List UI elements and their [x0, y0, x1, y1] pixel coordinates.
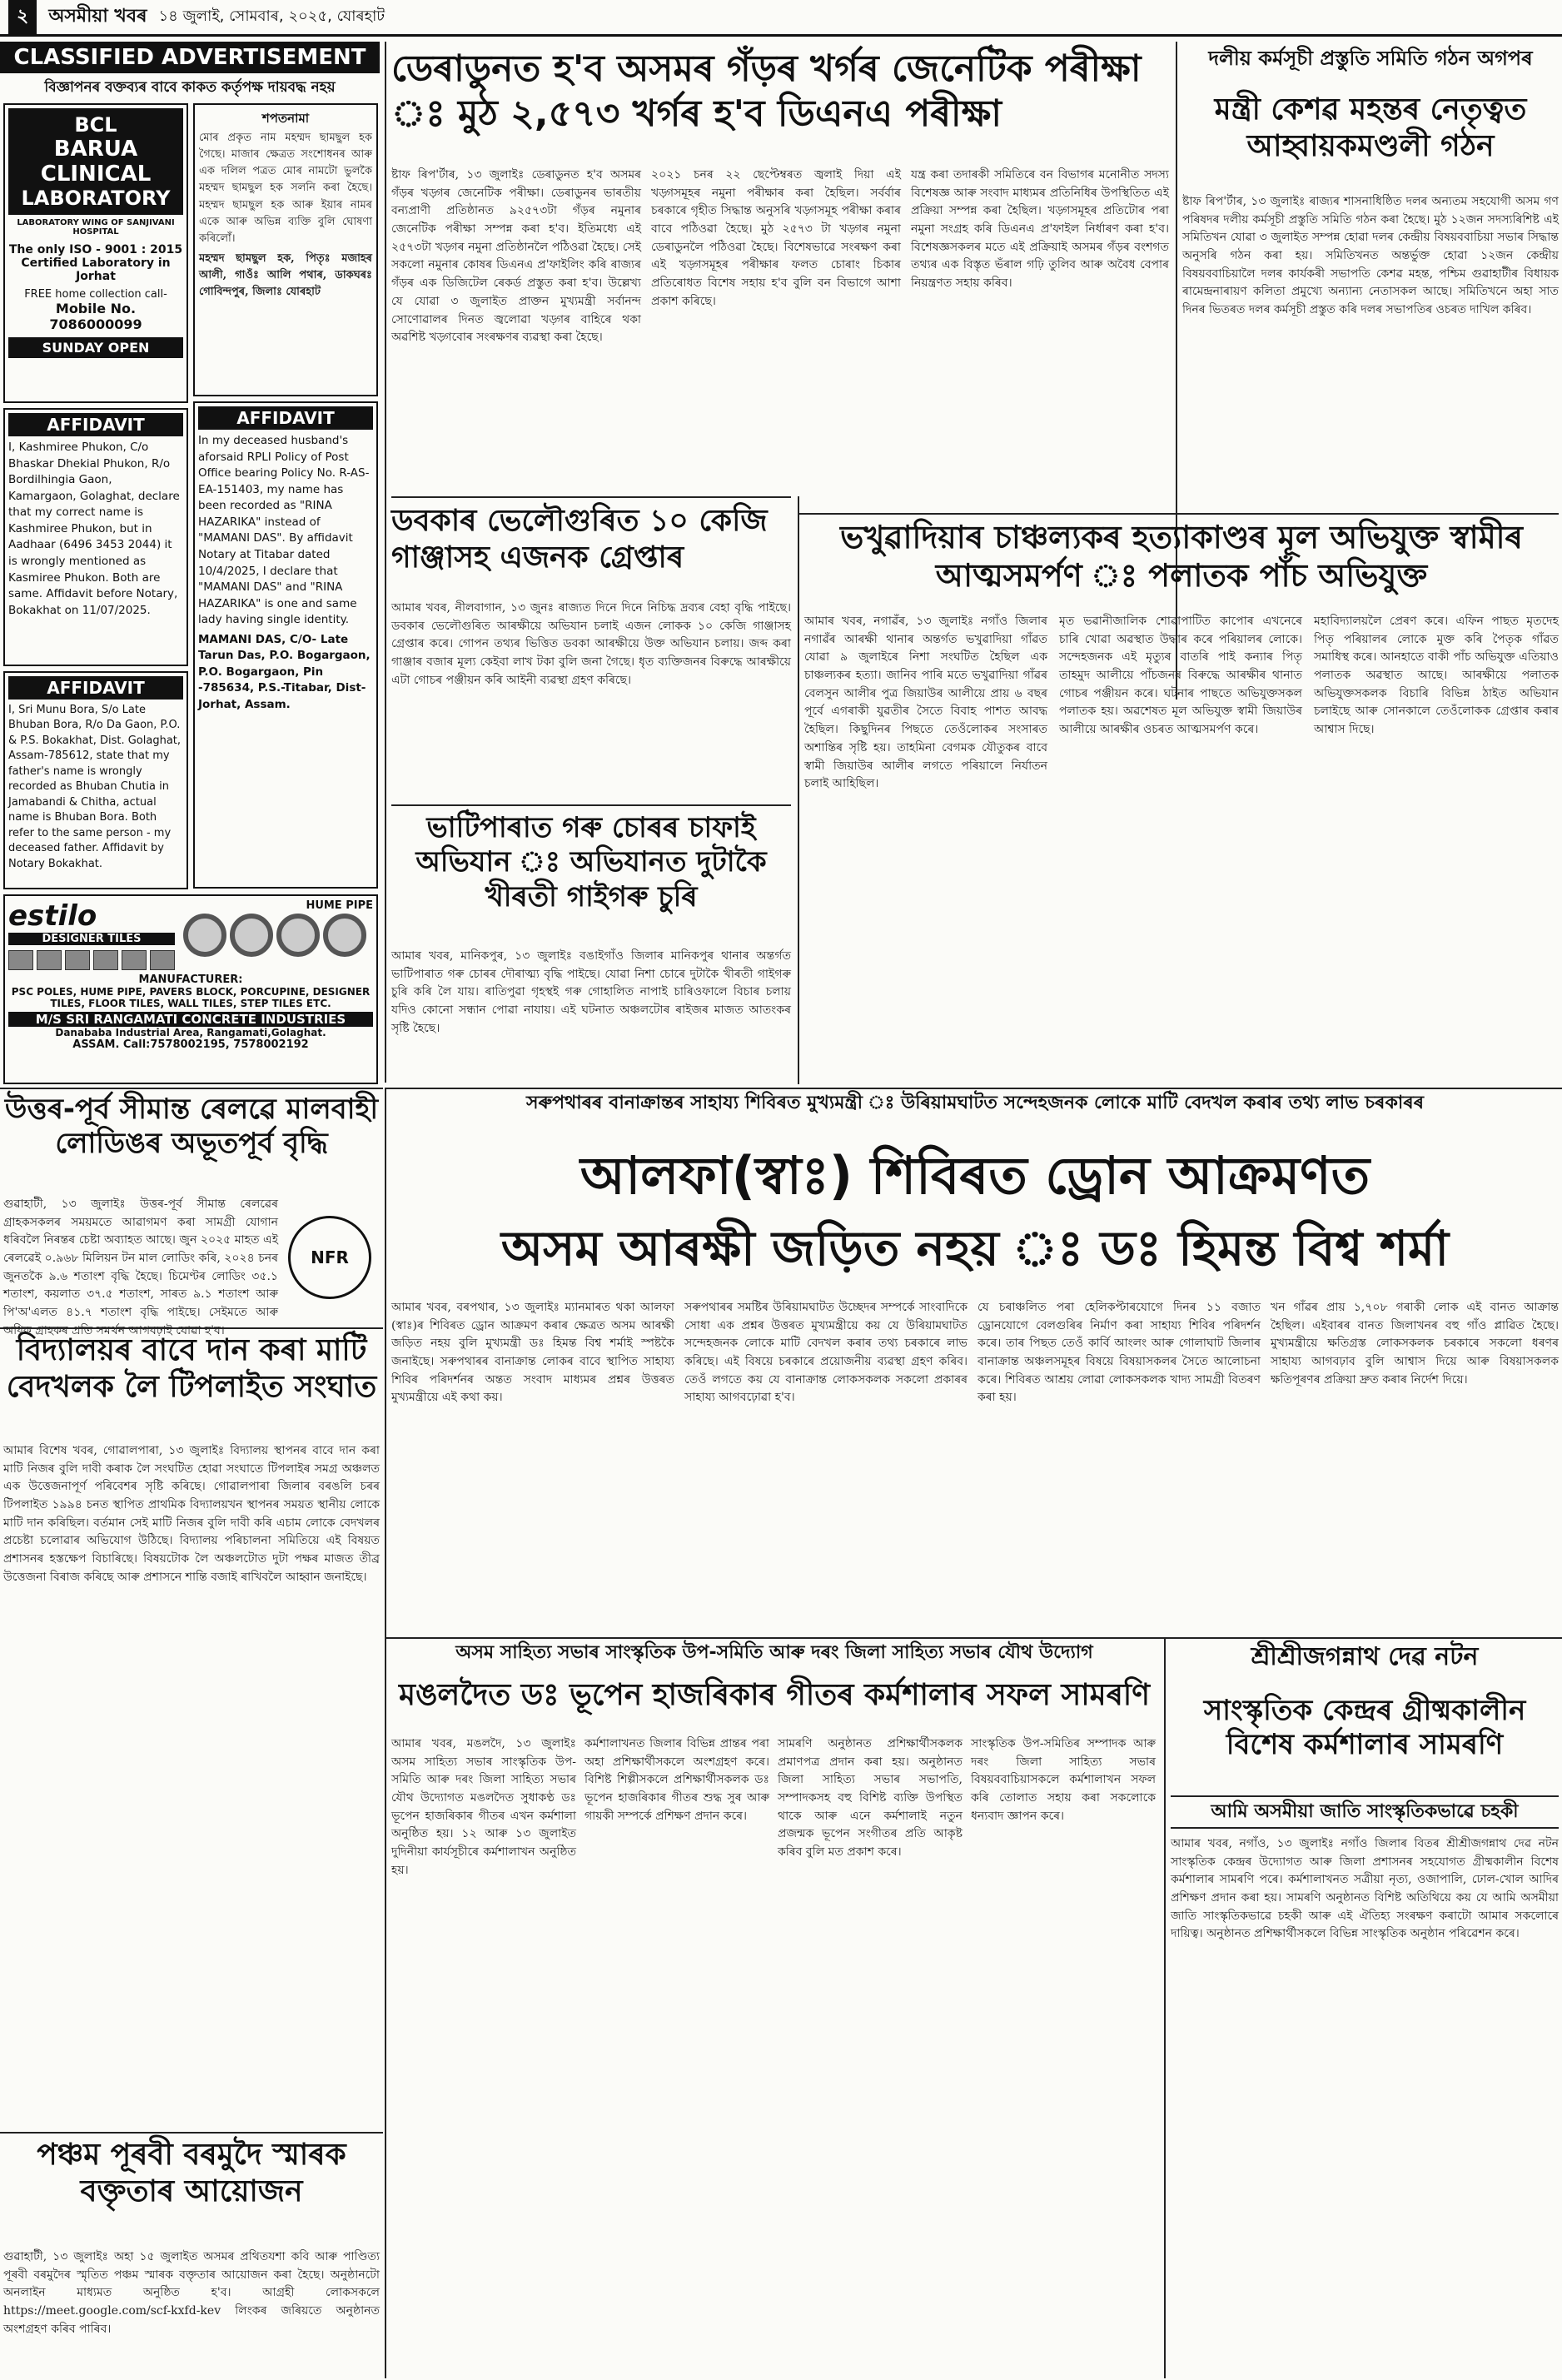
lab-line2: CLINICAL: [40, 162, 152, 187]
jagannath-body: আমাৰ খবৰ, নগাঁও, ১৩ জুলাইঃ নগাঁও জিলাৰ বিতৰ শ্ৰীশ্ৰীজগন্নাথ দেৱ নটন সাংস্কৃতিক কেন্দ্ৰৰ উদ্যোগত আৰু জিলা প্ৰশাসনৰ সহযোগত গ্ৰীষ্মকালীন বিশেষ কৰ্মশালাৰ সামৰণি পৰে। কৰ্মশালাখনত সত্ৰীয়া নৃত্য, ওজাপালি, ঢোল-খোল আদিৰ প্ৰশিক্ষণ প্ৰদান কৰা হয়। সামৰণি অনুষ্ঠানত বিশিষ্ট অতিথিয়ে কয় যে আমি অসমীয়া জাতি সাংস্কৃতিকভাৱে চহকী আৰু এই ঐতিহ্য সংৰক্ষণ কৰাটো আমাৰ সকলোৰে দায়িত্ব। অনুষ্ঠানত প্ৰশিক্ষাৰ্থীসকলে বিভিন্ন সাংস্কৃতিক অনুষ্ঠান পৰিৱেশন কৰে।: [1171, 1837, 1559, 1941]
genetic-body-3: যন্ত্ৰ কৰা তদাৰকী সমিতিৰে বন বিভাগৰ মনোনীত সদস্য বিশেষজ্ঞ আৰু সংবাদ মাধ্যমৰ প্ৰতিনিধিৰ উপস্থিতিত এই প্ৰক্ৰিয়া সম্পন্ন কৰা হৈছিল। খড়্গসমূহৰ প্ৰতিটোৰ পৰা নমুনা সংগ্ৰহ কৰি ডিএনএ প্ৰ'ফাইল নিৰ্ধাৰণ কৰা হ'ব। বিশেষজ্ঞসকলৰ মতে এই প্ৰক্ৰিয়াই অসমৰ গঁড়ৰ বংশগত তথ্যৰ এক বিস্তৃত ভঁৰাল গঢ়ি তুলিব আৰু অবৈধ বেপাৰ নিয়ন্ত্ৰণত সহায় কৰিব।: [911, 168, 1169, 291]
oath-text: মোৰ প্ৰকৃত নাম মহম্মদ ছামছুল হক গৈছে। মাজাৰ ক্ষেত্ৰত সংশোধনৰ আৰু এক দলিল পত্ৰত মোৰ নামটো ভুলকৈ মহম্মদ ছামছুল হক সলনি কৰা হৈছে। মহম্মদ ছামছুল হক আৰু ইয়াৰ নামৰ একে আৰু অভিন্ন ব্যক্তি বুলি ঘোষণা কৰিলোঁ।: [199, 132, 372, 245]
rule: [0, 1327, 383, 1329]
estilo-ad: [3, 894, 378, 1084]
genetic-body-2: ২০২১ চনৰ ২২ ছেপ্টেম্বৰত জ্বলাই দিয়া এই খড়্গসমূহৰ নমুনা পৰীক্ষাৰ কৰা হৈছিল। সৰ্বৰ্বাৰ চৰকাৰে গৃহীত সিদ্ধান্ত অনুসৰি খড়্গসমূহ পৰীক্ষা কৰাৰ বাবে পঠিওৱা হৈছে। মুঠ ২৫৭৩ টা খড়্গৰ নমুনা ডেৰাডুনলৈ পঠিওৱা হৈছে। বিশেষভাৱে সংৰক্ষণ কৰা এই খড়্গসমূহৰ পৰীক্ষাৰ ফলত চোৰাং চিকাৰ প্ৰতিৰোধত বিশেষ সহায় হ'ব বুলি বন বিভাগে আশা প্ৰকাশ কৰিছে।: [651, 168, 901, 308]
murder-headline: ভখুৱাদিয়াৰ চাঞ্চল্যকৰ হত্যাকাণ্ডৰ মূল অভিযুক্ত স্বামীৰ আত্মসমৰ্পণ ঃ পলাতক পাঁচ অভিযুক্ত: [840, 519, 1523, 595]
jagannath-kicker-box: [1171, 1642, 1559, 1692]
rule: [0, 1088, 383, 1089]
pipe-icon: [183, 914, 226, 957]
tile: [150, 950, 175, 970]
estilo-address: Danababa Industrial Area, Rangamati,Golaghat.: [55, 1027, 326, 1038]
lab-cert: Certified Laboratory in Jorhat: [21, 256, 171, 283]
estilo-products: PSC POLES, HUME PIPE, PAVERS BLOCK, PORCUPINE, DESIGNER TILES, FLOOR TILES, WALL TILES, STEP TILES ETC.: [11, 986, 371, 1009]
bhupen-headline: মঙলদৈত ডঃ ভূপেন হাজৰিকাৰ গীতৰ কৰ্মশালাৰ সফল সামৰণি: [398, 1678, 1150, 1712]
affidavit-1-title: AFFIDAVIT: [8, 413, 183, 436]
ganja-body: আমাৰ খবৰ, নীলবাগান, ১৩ জুনঃ ৰাজ্যত দিনে দিনে নিচিদ্ধ দ্ৰব্যৰ বেহা বৃদ্ধি পাইছে। ডবকাৰ ভেলৌগুৰিত আৰক্ষীয়ে অভিযান চলাই এজন লোকক ১০ কেজি গাঞ্জাসহ গ্ৰেপ্তাৰ কৰে। গোপন তথ্যৰ ভিত্তিত ডবকা আৰক্ষীয়ে উক্ত অভিযান চলায়। জব্দ কৰা গাঞ্জাৰ বজাৰ মূল্য কেইবা লাখ টকা বুলি জনা গৈছে। ধৃত ব্যক্তিজনৰ বিৰুদ্ধে আৰক্ষীয়ে এটা গোচৰ পঞ্জীয়ন কৰি আইনী ব্যৱস্থা গ্ৰহণ কৰিছে।: [391, 601, 791, 687]
school-headline-box: [3, 1332, 380, 1441]
ulfa-kicker-box: [391, 1093, 1559, 1143]
murder-body-3: মহাবিদ্যালয়লৈ প্ৰেৰণ কৰে। এফিন পাছত মৃতদেহ পিতৃ পৰিয়ালৰ লোকে মুক্ত কৰি পৈতৃক গাঁৱত সমাধিস্থ কৰে। আনহাতে বাকী পাঁচ অভিযুক্ত এতিয়াও পলাতক অৱস্থাত আছে। আৰক্ষীয়ে পলাতক অভিযুক্তসকলক বিচাৰি বিভিন্ন ঠাইত অভিযান চলাইছে আৰু সোনকালে তেওঁলোকক গ্ৰেপ্তাৰ কৰাৰ আশ্বাস দিছে।: [1314, 615, 1559, 737]
bhupen-headline-box: [391, 1677, 1157, 1730]
dateline: ১৪ জুলাই, সোমবাৰ, ২০২৫, যোৰহাট: [158, 7, 386, 25]
ganja-headline-box: [391, 503, 791, 595]
tile: [8, 950, 33, 970]
jagannath-headline-box: [1171, 1694, 1559, 1794]
railway-headline-box: [3, 1093, 380, 1192]
estilo-brand: estilo: [8, 899, 97, 933]
hume-pipe-label: HUME PIPE: [306, 899, 373, 912]
jagannath-tagline: আমি অসমীয়া জাতি সাংস্কৃতিকভাৱে চহকী: [1211, 1801, 1519, 1822]
lab-sunday: SUNDAY OPEN: [8, 337, 183, 358]
lecture-body: গুৱাহাটী, ১৩ জুলাইঃ অহা ১৫ জুলাইত অসমৰ প্ৰথিতযশা কবি আৰু পাণ্ডিত্য পূৰবী বৰমুদৈৰ স্মৃতিত পঞ্চম স্মাৰক বক্তৃতাৰ আয়োজন কৰা হৈছে। অনুষ্ঠানটো অনলাইন মাধ্যমত অনুষ্ঠিত হ'ব। আগ্ৰহী লোকসকলে https://meet.google.com/scf-kxfd-kev লিংকৰ জৰিয়তে অনুষ্ঠানত অংশগ্ৰহণ কৰিব পাৰিব।: [3, 2250, 380, 2336]
murder-body-2: মৃত ভৱানীজালিক শোৱাপাটিত কাপোৰ এখনেৰে চাৰি খোৱা অৱস্থাত উদ্ধাৰ কৰে পৰিয়ালৰ লোকে। সন্দেহজনক এই মৃত্যুৰ বাতৰি পাই কন্যাৰ পিতৃ তাহমুদ আলীয়ে পাঁচজনৰ বিৰুদ্ধে আৰক্ষীৰ থানাত গোচৰ পঞ্জীয়ন কৰে। ঘটনাৰ পাছতে অভিযুক্তসকল পলাতক হয়। অৱশেষত মূল অভিযুক্ত স্বামী জিয়াউৰ আলীয়ে আৰক্ষীৰ ওচৰত আত্মসমৰ্পণ কৰে।: [1059, 615, 1302, 737]
lecture-headline-box: [3, 2137, 380, 2245]
murder-body-1: আমাৰ খবৰ, নগাৱঁৰ, ১৩ জুলাইঃ নগাঁও জিলাৰ নগাৱঁৰ আৰক্ষী থানাৰ অন্তৰ্গত ভখুৱাদিয়া গাঁৱত যোৱা ৯ জুলাইৰে নিশা সংঘটিত হৈছিল এক চাঞ্চল্যকৰ হত্যা। জানিব পাৰি মতে ভখুৱাদিয়া গাঁৱৰ বেলসুন আলীৰ পুত্ৰ জিয়াউৰ আলীয়ে প্ৰায় ৬ বছৰ পূৰ্বে এগৰাকী যুৱতীৰ সৈতে বিবাহ পাশত আবদ্ধ হৈছিল। কিছুদিনৰ পিছতে তেওঁলোকৰ সংসাৰত অশান্তিৰ সৃষ্টি হয়। তাহমিনা বেগমক যৌতুকৰ বাবে স্বামী জিয়াউৰ আলীৰ লগতে পৰিয়ালে নিৰ্যাতন চলাই আহিছিল।: [804, 615, 1047, 791]
genetic-headline: ডেৰাডুনত হ'ব অসমৰ গঁড়ৰ খৰ্গৰ জেনেটিক পৰীক্ষা ঃ মুঠ ২,৫৭৩ খৰ্গৰ হ'ব ডিএনএ পৰীক্ষা: [391, 47, 1142, 135]
committee-kicker: দলীয় কৰ্মসূচী প্ৰস্তুতি সমিতি গঠন অগপৰ: [1208, 47, 1533, 70]
rule: [385, 1637, 1562, 1639]
affidavit-2-text: In my deceased husband's aforsaid RPLI Policy of Post Office bearing Policy No. R-AS-EA-151403, my name has been recorded as "RINA HAZARIKA" instead of "MAMANI DAS". By affidavit Notary at Titabar dated 10/4/2025, I declare that "MAMANI DAS" and "RINA HAZARIKA" is one and same lady having single identity.: [198, 434, 370, 627]
estilo-call: ASSAM. Call:7578002195, 7578002192: [72, 1038, 309, 1051]
railway-headline: উত্তৰ-পূৰ্ব সীমান্ত ৰেলৱে মালবাহী লোডিঙৰ অভূতপূৰ্ব বৃদ্ধি: [4, 1093, 379, 1161]
ulfa-line1-box: [391, 1144, 1559, 1219]
affidavit-3: [3, 671, 188, 889]
rule: [0, 2132, 383, 2134]
affidavit-2-title: AFFIDAVIT: [198, 406, 373, 430]
jagannath-tagline-box: [1171, 1795, 1559, 1829]
column-rule: [385, 1088, 386, 2378]
affidavit-1-text: I, Kashmiree Phukon, C/o Bhaskar Dhekial Phukon, R/o Bordilhingia Gaon, Kamargaon, Golaghat, declare that my correct name is Kashmiree Phukon, but in Aadhaar (6496 3453 2044) it is wrongly mentioned as Kasmiree Phukon. Both are same. Affidavit before Notary, Bokakhat on 11/07/2025.: [8, 441, 180, 617]
school-body: আমাৰ বিশেষ খবৰ, গোৱালপাৰা, ১৩ জুলাইঃ বিদ্যালয় স্থাপনৰ বাবে দান কৰা মাটি নিজৰ বুলি দাবী কৰাক লৈ সংঘটিত হোৱা সংঘাতে টিপলাইৰ সমগ্ৰ অঞ্চলত এক উত্তেজনাপূৰ্ণ পৰিবেশৰ সৃষ্টি কৰিছে। গোৱালপাৰা জিলাৰ বৰঙলি চৰৰ টিপলাইত ১৯৯৪ চনত স্থাপিত প্ৰাথমিক বিদ্যালয়খন স্থাপনৰ সময়ত স্থানীয় লোকে মাটি দান কৰিছিল। বৰ্তমান সেই মাটি নিজৰ বুলি দাবী কৰি এচাম লোকে বেদখলৰ প্ৰচেষ্টা চলোৱাৰ অভিযোগ উঠিছে। বিদ্যালয় পৰিচালনা সমিতিয়ে এই বিষয়ত প্ৰশাসনৰ হস্তক্ষেপ বিচাৰিছে। বিষয়টোক লৈ অঞ্চলটোত দুটা পক্ষৰ মাজত তীব্ৰ উত্তেজনা বিৰাজ কৰিছে আৰু প্ৰশাসনে শান্তি বজাই ৰাখিবলৈ আহ্বান জনাইছে।: [3, 1444, 380, 1584]
bhupen-kicker: অসম সাহিত্য সভাৰ সাংস্কৃতিক উপ-সমিতি আৰু দৰং জিলা সাহিত্য সভাৰ যৌথ উদ্যোগ: [455, 1642, 1093, 1663]
oath-signer: মহম্মদ ছামছুল হক, পিতৃঃ মজাহৰ আলী, গাওঁঃ আলি পথাৰ, ডাকঘৰঃ গোবিন্দপুৰ, জিলাঃ যোৰহাট: [199, 251, 372, 299]
ulfa-headline-1: আলফা(স্বাঃ) শিবিৰত ড্ৰোন আক্ৰমণত: [580, 1145, 1370, 1206]
ulfa-body-3: যে চৰাঞ্চলিত পৰা হেলিকপ্টাৰযোগে দিনৰ ১১ বজাত ড্ৰোনযোগে বেলগুৰিৰ নিৰ্মাণ কৰা সাহায্য শিবিৰ পৰিদৰ্শন কৰে। তাৰ পিছত তেওঁ কাৰ্বি আংলং আৰু গোলাঘাট জিলাৰ বানাক্ৰান্ত অঞ্চলসমূহৰ বিষয়ে বিষয়াসকলৰ সৈতে আলোচনা কৰে। শিবিৰত আশ্ৰয় লোৱা লোকসকলক খাদ্য সামগ্ৰী বিতৰণ কৰা হয়।: [977, 1301, 1261, 1405]
lab-ad: [3, 103, 188, 403]
lab-line3: LABORATORY: [21, 187, 171, 210]
page-number: ২: [8, 0, 37, 34]
bhupen-kicker-box: [391, 1642, 1157, 1675]
affidavit-3-title: AFFIDAVIT: [8, 676, 183, 700]
lecture-headline: পঞ্চম পূৰবী বৰমুদৈ স্মাৰক বক্তৃতাৰ আয়োজন: [37, 2138, 346, 2208]
committee-headline: মন্ত্ৰী কেশৱ মহন্তৰ নেতৃত্বত আহ্বায়কমণ্ডলী গঠন: [1214, 92, 1527, 163]
estilo-tag: DESIGNER TILES: [8, 933, 175, 945]
estilo-company: M/S SRI RANGAMATI CONCRETE INDUSTRIES: [8, 1012, 373, 1027]
ulfa-headline-2: অসম আৰক্ষী জড়িত নহয় ঃ ডঃ হিমন্ত বিশ্ব শৰ্মা: [500, 1220, 1450, 1277]
paper-name: অসমীয়া খবৰ: [48, 6, 147, 27]
rule: [391, 804, 791, 806]
estilo-mfr: MANUFACTURER:: [138, 973, 243, 986]
rule: [798, 513, 1559, 515]
tile: [122, 950, 147, 970]
railway-body: গুৱাহাটী, ১৩ জুলাইঃ উত্তৰ-পূৰ্ব সীমান্ত ৰেলৱেৰ গ্ৰাহকসকলৰ সময়মতে আৱাগমণ কৰা সামগ্ৰী যোগান ধৰিবলৈ নিৰন্তৰ চেষ্টা অব্যাহত আছে। জুন ২০২৫ মাহত এই ৰেলৱেই ০.৯৬৮ মিলিয়ন টন মাল লোডিং কৰি, ২০২৪ চনৰ জুনতকৈ ৯.৬ শতাংশ বৃদ্ধি হৈছে। চিমেণ্টৰ লোডিং ৩৫.১ শতাংশ, কয়লাত ৩৭.৫ শতাংশ, সাৰত ৯.১ শতাংশ আৰু পি'অ'এলত ৪১.৭ শতাংশ বৃদ্ধি পাইছে। সেইমতে আৰু অধিক গ্ৰাহকৰ প্ৰতি সমৰ্থন আগবঢ়াই যোৱা হ'ব।: [3, 1197, 278, 1337]
ulfa-body-1: আমাৰ খবৰ, বৰপথাৰ, ১৩ জুলাইঃ ম্যানমাৰত থকা আলফা (স্বাঃ)ৰ শিবিৰত ড্ৰোন আক্ৰমণ কৰাৰ ক্ষেত্ৰত অসম আৰক্ষী জড়িত নহয় বুলি মুখ্যমন্ত্ৰী ডঃ হিমন্ত বিশ্ব শৰ্মাই স্পষ্টকৈ জনাইছে। সৰুপথাৰৰ বানাক্ৰান্ত লোকৰ বাবে স্থাপিত সাহায্য শিবিৰ পৰিদৰ্শনৰ অন্তত সংবাদ মাধ্যমৰ প্ৰশ্নৰ উত্তৰত মুখ্যমন্ত্ৰীয়ে এই কথা কয়।: [391, 1301, 674, 1405]
bhupen-body-4: সাংস্কৃতিক উপ-সমিতিৰ সম্পাদক আৰু দৰং জিলা সাহিত্য সভাৰ বিষয়ববাচিয়াসকলে কৰ্মশালাখন সফল কৰি তোলাত সহায় কৰা সকলোকে ধন্যবাদ জ্ঞাপন কৰে।: [971, 1737, 1156, 1823]
classified-subtitle: বিজ্ঞাপনৰ বক্তব্যৰ বাবে কাকত কৰ্তৃপক্ষ দায়বদ্ধ নহয়: [44, 79, 336, 96]
committee-headline-box: [1182, 92, 1559, 192]
pipe-illustration: [182, 912, 373, 962]
ganja-headline: ডবকাৰ ভেলৌগুৰিত ১০ কেজি গাঞ্জাসহ এজনক গ্ৰেপ্তাৰ: [391, 504, 768, 575]
bhupen-body-3: সামৰণি অনুষ্ঠানত প্ৰশিক্ষাৰ্থীসকলক প্ৰমাণপত্ৰ প্ৰদান কৰা হয়। অনুষ্ঠানত জিলা সাহিত্য সভাৰ সভাপতি, সম্পাদকসহ বহু বিশিষ্ট ব্যক্তি উপস্থিত থাকে আৰু এনে কৰ্মশালাই নতুন প্ৰজন্মক ভূপেন সংগীতৰ প্ৰতি আকৃষ্ট কৰিব বুলি মত প্ৰকাশ কৰে।: [778, 1737, 963, 1860]
nfr-logo: NFR: [288, 1216, 371, 1299]
cattle-headline: ভাটিপাৰাত গৰু চোৰৰ চাফাই অভিযান ঃ অভিযানত দুটাকৈ খীৰতী গাইগৰু চুৰি: [415, 811, 767, 914]
column-rule: [385, 42, 386, 1083]
ulfa-body-4: খন গাঁৱৰ প্ৰায় ১,৭০৮ গৰাকী লোক এই বানত আক্ৰান্ত হৈছিল। এইবাৰৰ বানত জিলাখনৰ বহু গাঁও প্লাৱিত হৈছে। মুখ্যমন্ত্ৰীয়ে ক্ষতিগ্ৰস্ত লোকসকলক চৰকাৰে সকলো ধৰণৰ সাহায্য আগবঢ়াব বুলি আশ্বাস দিয়ে আৰু বিষয়াসকলক ক্ষতিপূৰণৰ প্ৰক্ৰিয়া দ্ৰুত কৰাৰ নিৰ্দেশ দিয়ে।: [1271, 1301, 1559, 1387]
tile: [93, 950, 118, 970]
oath-ad: [193, 103, 378, 396]
lab-mobile: Mobile No. 7086000099: [49, 301, 142, 332]
classified-title: CLASSIFIED ADVERTISEMENT: [0, 42, 380, 73]
tile: [65, 950, 90, 970]
affidavit-2-signer: MAMANI DAS, C/O- Late Tarun Das, P.O. Bogargaon, P.O. Bogargaon, Pin -785634, P.S.-Titabar, Dist-Jorhat, Assam.: [198, 632, 371, 711]
ulfa-body-2: সৰুপথাৰৰ সমষ্টিৰ উৰিয়ামঘাটত উচ্ছেদৰ সম্পৰ্কে সাংবাদিকে সোধা এক প্ৰশ্নৰ উত্তৰত মুখ্যমন্ত্ৰীয়ে কয় যে উৰিয়ামঘাটত সন্দেহজনক লোকে মাটি বেদখল কৰাৰ তথ্য চৰকাৰে লাভ কৰিছে। এই বিষয়ে চৰকাৰে প্ৰয়োজনীয় ব্যৱস্থা গ্ৰহণ কৰিব। তেওঁ লগতে কয় যে বানাক্ৰান্ত লোকসকলক সকলো প্ৰকাৰৰ সাহায্য আগবঢ়োৱা হ'ব।: [684, 1301, 968, 1405]
rule: [385, 1088, 1562, 1089]
ulfa-line2-box: [391, 1219, 1559, 1294]
murder-headline-box: [804, 518, 1559, 610]
classified-header: [0, 42, 380, 100]
tile-samples: [8, 950, 175, 970]
bhupen-body-1: আমাৰ খবৰ, মঙলদৈ, ১৩ জুলাইঃ অসম সাহিত্য সভাৰ সাংস্কৃতিক উপ-সমিতি আৰু দৰং জিলা সাহিত্য সভাৰ যৌথ উদ্যোগত মঙলদৈত সুধাকণ্ঠ ডঃ ভূপেন হাজৰিকাৰ গীতৰ এখন কৰ্মশালা অনুষ্ঠিত হয়। ১২ আৰু ১৩ জুলাইত দুদিনীয়া কাৰ্যসূচীৰে কৰ্মশালাখন অনুষ্ঠিত হয়।: [391, 1737, 576, 1877]
oath-title: শপতনামা: [261, 111, 310, 126]
masthead: [0, 0, 1562, 37]
school-headline: বিদ্যালয়ৰ বাবে দান কৰা মাটি বেদখলক লৈ টিপলাইত সংঘাত: [6, 1333, 377, 1404]
lab-iso: The only ISO - 9001 : 2015: [8, 243, 183, 256]
lab-home: FREE home collection call-: [24, 288, 167, 301]
pipe-icon: [230, 914, 273, 957]
pipe-icon: [323, 914, 366, 957]
genetic-body-1: ষ্টাফ ৰিপ'ৰ্টাৰ, ১৩ জুলাইঃ ডেৰাডুনত হ'ব অসমৰ গঁড়ৰ খড়্গৰ জেনেটিক পৰীক্ষা। ডেৰাডুনৰ ভাৰতীয় বন্যপ্ৰাণী প্ৰতিষ্ঠানত ৯২৫৭৩টা গঁড়ৰ নমুনাৰ জেনেটিক পৰীক্ষা সম্পন্ন কৰা হ'ব। ইতিমধ্যে এই ২৫৭৩টা খড়্গৰ নমুনা প্ৰতিষ্ঠানলৈ পঠিওৱা হৈছে। সেই সকলো নমুনাৰ কোষৰ ডিএনএ প্ৰ'ফাইলিং কৰি ৰাজ্যৰ গঁড়ৰ এক ডিজিটেল ৰেকৰ্ড প্ৰস্তুত কৰা হ'ব। উল্লেখ্য যে যোৱা ৩ জুলাইত প্ৰাক্তন মুখ্যমন্ত্ৰী সৰ্বানন্দ সোণোৱালৰ দিনত জ্বলোৱা খড়্গৰ বাহিৰে থকা অৱশিষ্ট খড়্গবোৰ সংৰক্ষণৰ ব্যৱস্থা কৰা হৈছে।: [391, 168, 641, 345]
rule: [391, 496, 791, 498]
committee-body: ষ্টাফ ৰিপ'ৰ্টাৰ, ১৩ জুলাইঃ ৰাজ্যৰ শাসনাধিষ্ঠিত দলৰ অন্যতম সহযোগী অসম গণ পৰিষদৰ দলীয় কৰ্মসূচী প্ৰস্তুতি সমিতি গঠন কৰা হৈছে। মুঠ ১২জন সদস্যৰিশিষ্ট এই সমিতিখন যোৱা ৩ জুলাইত সম্পন্ন হোৱা দলৰ কেন্দ্ৰীয় বিষয়ববাচিয়া সভাৰ সিদ্ধান্ত অনুসৰি গঠন কৰা হয়। সমিতিখনত অন্তৰ্ভুক্ত হোৱা ১২জন কেন্দ্ৰীয় বিষয়ববাচিয়ালৈ দলৰ কাৰ্যকৰী সভাপতি কেশৱ মহন্ত, পশ্চিম গুৱাহাটীৰ বিধায়ক ৰামেন্দ্ৰনাৰায়ণ কলিতা প্ৰমুখ্যে অন্যান্য নেতাসকল আছে। সমিতিখনে অহা সাত দিনৰ ভিতৰত দলৰ কৰ্মসূচী প্ৰস্তুত কৰি দলৰ সভাপতিৰ ওচৰত দাখিল কৰিব।: [1182, 195, 1559, 317]
genetic-headline-box: [391, 47, 1169, 163]
pipe-icon: [276, 914, 320, 957]
affidavit-2: [193, 401, 378, 889]
affidavit-1: [3, 408, 188, 666]
lab-line1: BARUA: [53, 137, 138, 162]
tile: [37, 950, 62, 970]
column-rule: [1164, 1637, 1166, 2378]
affidavit-3-text: I, Sri Munu Bora, S/o Late Bhuban Bora, R/o Da Gaon, P.O. & P.S. Bokakhat, Dist. Golaghat, Assam-785612, state that my father's name is wrongly recorded as Bhuban Chutia in Jamabandi & Chitha, actual name is Bhuban Bora. Both refer to the same person - my deceased father. Affidavit by Notary Bokakhat.: [8, 704, 182, 870]
lab-bcl: BCL: [74, 113, 117, 137]
cattle-body: আমাৰ খবৰ, মানিকপুৰ, ১৩ জুলাইঃ বঙাইগাঁও জিলাৰ মানিকপুৰ থানাৰ অন্তৰ্গত ভাটিপাৰাত গৰু চোৰৰ দৌৰাত্ম্য বৃদ্ধি পাইছে। যোৱা নিশা চোৰে দুটাকৈ খীৰতী গাইগৰু চুৰি কৰি লৈ যায়। ৰাতিপুৱা গৃহস্থই গৰু গোহালিত নাপাই চাৰিওফালে বিচাৰ চলায় যদিও কোনো সন্ধান পোৱা নাযায়। এই ঘটনাত অঞ্চলটোৰ ৰাইজৰ মাজত আতংকৰ সৃষ্টি হৈছে।: [391, 949, 791, 1035]
jagannath-kicker: শ্ৰীশ্ৰীজগন্নাথ দেৱ নটন: [1251, 1642, 1479, 1671]
committee-kicker-box: [1182, 47, 1559, 97]
column-rule: [798, 496, 799, 1084]
bhupen-body-2: কৰ্মশালাখনত জিলাৰ বিভিন্ন প্ৰান্তৰ পৰা অহা প্ৰশিক্ষাৰ্থীসকলে অংশগ্ৰহণ কৰে। বিশিষ্ট শিল্পীসকলে প্ৰশিক্ষাৰ্থীসকলক ডঃ ভূপেন হাজৰিকাৰ গীতৰ শুদ্ধ সুৰ আৰু গায়কী সম্পৰ্কে প্ৰশিক্ষণ প্ৰদান কৰে।: [585, 1737, 769, 1823]
jagannath-headline: সাংস্কৃতিক কেন্দ্ৰৰ গ্ৰীষ্মকালীন বিশেষ কৰ্মশালাৰ সামৰণি: [1203, 1694, 1526, 1762]
cattle-headline-box: [391, 811, 791, 944]
lab-wing: LABORATORY WING OF SANJIVANI HOSPITAL: [17, 218, 175, 237]
ulfa-kicker: সৰুপথাৰৰ বানাক্ৰান্তৰ সাহায্য শিবিৰত মুখ্যমন্ত্ৰী ঃ উৰিয়ামঘাটত সন্দেহজনক লোকে মাটি বেদখল কৰাৰ তথ্য লাভ চৰকাৰৰ: [525, 1093, 1424, 1113]
